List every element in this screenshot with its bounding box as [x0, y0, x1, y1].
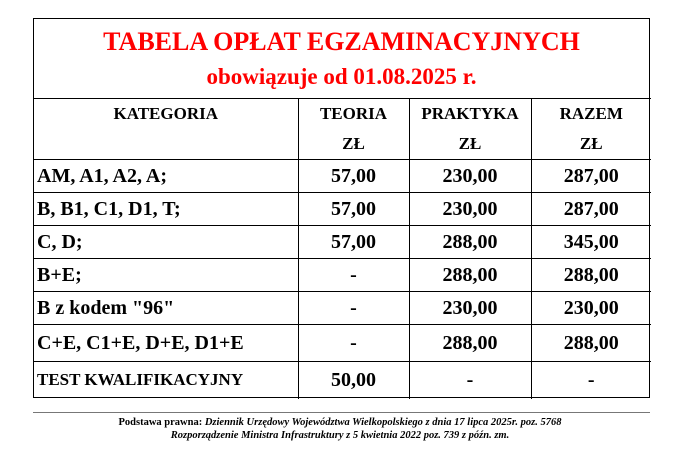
- legal-basis-label: Podstawa prawna:: [118, 417, 203, 428]
- praktyka-cell: 230,00: [409, 160, 531, 193]
- teoria-cell: 57,00: [298, 160, 409, 193]
- praktyka-cell: 230,00: [409, 292, 531, 325]
- legal-basis-line2: [0, 429, 680, 442]
- header-teoria: TEORIA ZŁ: [298, 99, 409, 160]
- title-block: [34, 19, 649, 99]
- teoria-cell: -: [298, 259, 409, 292]
- header-teoria-unit: ZŁ: [342, 134, 365, 153]
- fee-table: [34, 98, 651, 399]
- category-cell: C, D;: [34, 226, 298, 259]
- category-cell: B+E;: [34, 259, 298, 292]
- praktyka-cell: 288,00: [409, 259, 531, 292]
- fee-table-sheet: [33, 18, 650, 398]
- praktyka-cell: 230,00: [409, 193, 531, 226]
- teoria-cell: 57,00: [298, 226, 409, 259]
- table-row: [34, 226, 651, 259]
- table-row: [34, 325, 651, 362]
- header-razem-unit: ZŁ: [579, 134, 603, 153]
- table-row: [34, 259, 651, 292]
- praktyka-cell: 288,00: [409, 325, 531, 362]
- teoria-cell: -: [298, 292, 409, 325]
- table-title: TABELA OPŁAT EGZAMINACYJNYCH: [103, 27, 580, 56]
- table-row: [34, 160, 651, 193]
- razem-cell: 287,00: [531, 193, 651, 226]
- table-row: [34, 292, 651, 325]
- razem-cell: 288,00: [531, 325, 651, 362]
- legal-basis-line1: [0, 416, 680, 429]
- header-row: [34, 99, 651, 160]
- footer-divider: [33, 412, 650, 413]
- category-cell: B z kodem "96": [34, 292, 298, 325]
- category-cell: B, B1, C1, D1, T;: [34, 193, 298, 226]
- category-cell: TEST KWALIFIKACYJNY: [34, 362, 298, 399]
- header-praktyka-unit: ZŁ: [458, 134, 482, 153]
- category-cell: AM, A1, A2, A;: [34, 160, 298, 193]
- table-row: [34, 362, 651, 399]
- legal-basis-regulation: Rozporządzenie Ministra Infrastruktury z 5 kwietnia 2022 poz. 739 z późn. zm.: [170, 430, 510, 441]
- header-razem: RAZEM ZŁ: [531, 99, 651, 160]
- razem-cell: 288,00: [531, 259, 651, 292]
- valid-from-subtitle: obowiązuje od 01.08.2025 r.: [206, 64, 477, 89]
- teoria-cell: 50,00: [298, 362, 409, 399]
- praktyka-cell: 288,00: [409, 226, 531, 259]
- razem-cell: 230,00: [531, 292, 651, 325]
- razem-cell: 287,00: [531, 160, 651, 193]
- header-category: KATEGORIA: [34, 99, 298, 160]
- razem-cell: -: [531, 362, 651, 399]
- teoria-cell: -: [298, 325, 409, 362]
- praktyka-cell: -: [409, 362, 531, 399]
- razem-cell: 345,00: [531, 226, 651, 259]
- header-praktyka: PRAKTYKA ZŁ: [409, 99, 531, 160]
- category-cell: C+E, C1+E, D+E, D1+E: [34, 325, 298, 362]
- teoria-cell: 57,00: [298, 193, 409, 226]
- table-row: [34, 193, 651, 226]
- legal-basis-journal: Dziennik Urzędowy Województwa Wielkopolskiego z dnia 17 lipca 2025r. poz. 5768: [204, 417, 562, 428]
